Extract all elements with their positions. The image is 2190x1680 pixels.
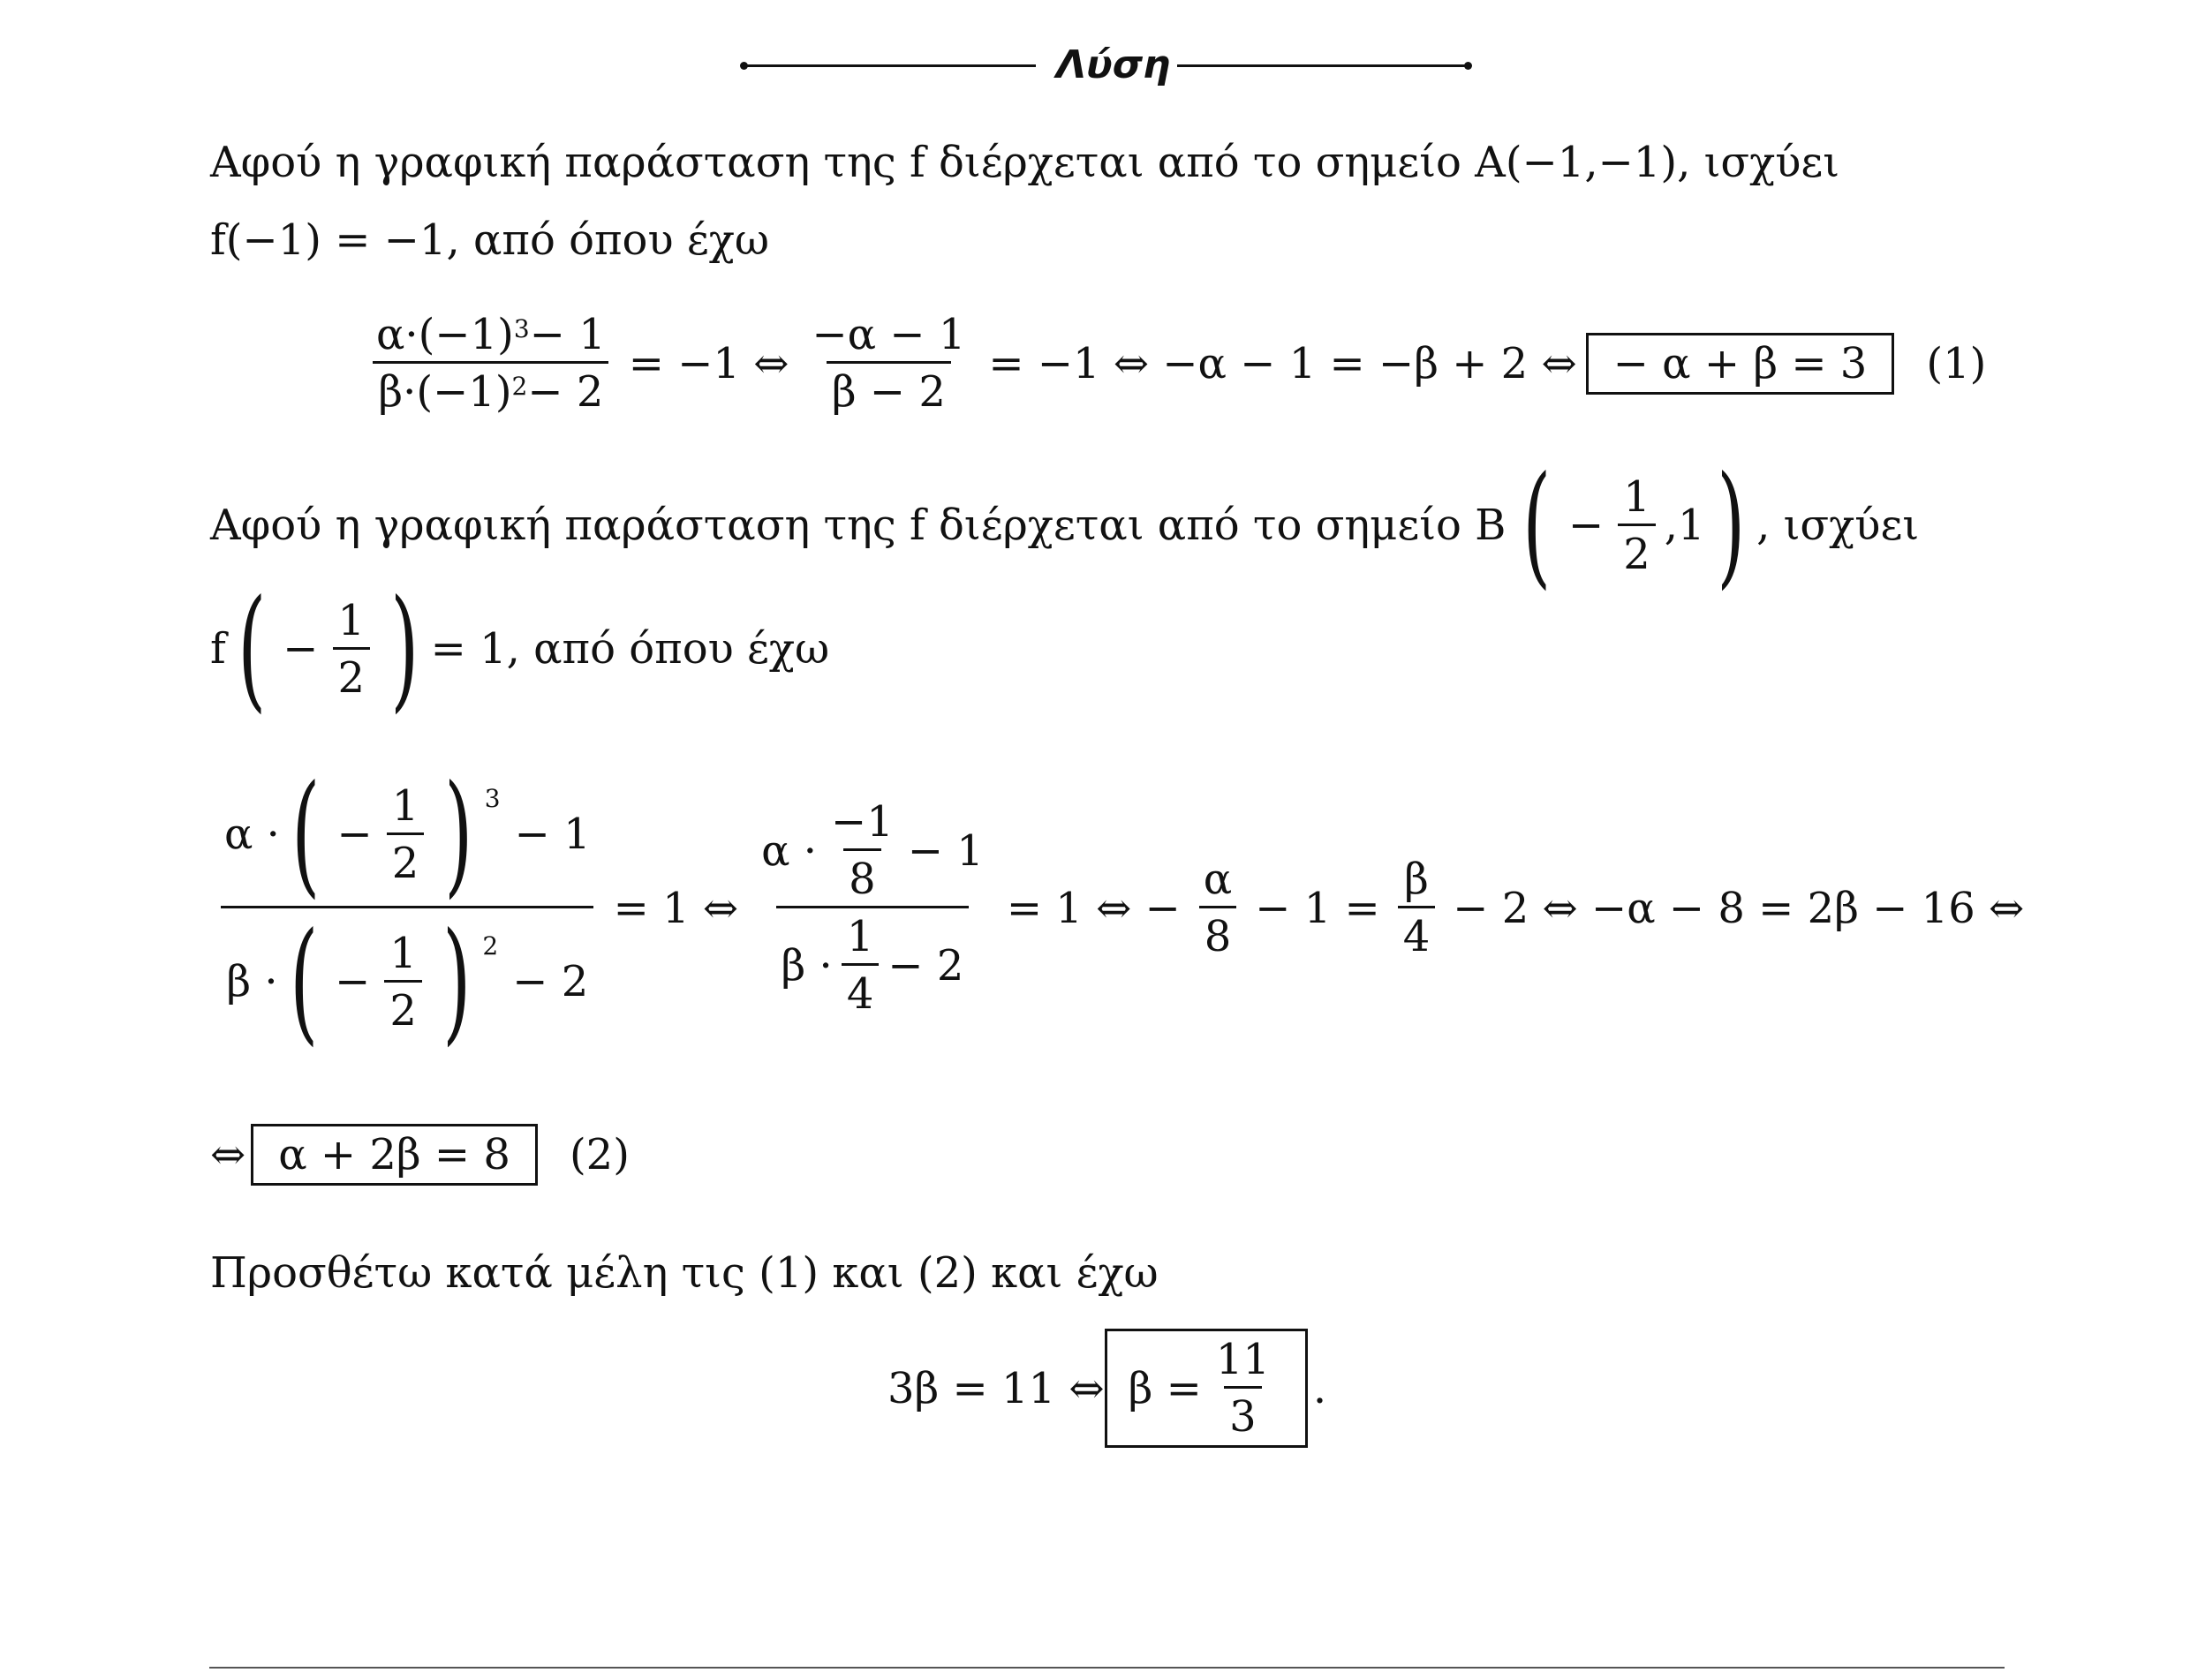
frac1-den-exponent: 2 [511,372,528,401]
f-argument-denominator: 2 [333,647,371,699]
middle-inner-den: 8 [843,848,881,900]
frac2-numerator: −α − 1 [812,310,966,359]
boxed-result-2: α + 2β = 8 [251,1124,538,1186]
f-argument-numerator: 1 [337,595,366,645]
paragraph-2 [210,448,1920,602]
equals-equiv-b: = −1 ⇔ −α − 1 = −β + 2 ⇔ [988,338,1577,388]
paragraph-2-continuation-rest: = 1, από όπου έχω [430,624,830,674]
f-argument-sign: − [283,624,319,674]
point-b-denominator: 2 [1618,524,1656,576]
paragraph-3: Προσθέτω κατά μέλη τις (1) και (2) και έχω [210,1248,1159,1298]
numerator-inner-den: 2 [387,832,425,885]
equation-3 [210,1124,630,1186]
equals-equiv-d: = 1 ⇔ − [1006,883,1181,933]
page-title: Λύση [1056,42,1171,87]
point-b-fraction [1618,471,1656,579]
denominator-paren: ( − $\frac{1}{2}$ ) [289,905,472,1058]
point-b-numerator: 1 [1623,471,1650,522]
numerator-sign: − [336,810,373,859]
f-of-minus-one: f(−1) = −1 [210,215,447,265]
numerator-exponent: 3 [484,784,501,813]
equation-2 [210,757,2033,1058]
numerator-paren: ( − $\frac{1}{2}$ ) [291,757,473,911]
denominator-exponent: 2 [482,931,499,961]
denominator-beta: β · [226,957,278,1006]
point-b-sign: − [1567,501,1605,550]
final-period: . [1312,1363,1327,1413]
equals-equiv-a: = −1 ⇔ [628,338,789,388]
f-argument-fraction [333,595,371,703]
final-denominator: 3 [1224,1386,1262,1438]
numerator-tail: − 1 [514,810,591,859]
paragraph-1: Αφού η γραφική παράσταση της f διέρχεται από το σημείο A(−1,−1), ισχύει [210,138,1840,187]
middle-den-tail: − 2 [887,940,964,991]
footer-rule [209,1667,2005,1669]
middle-den-den: 4 [842,963,880,1015]
boxed-result-final [1105,1329,1308,1448]
f-argument: ( − $\frac{1}{2}$ ) [237,572,419,726]
fraction-2 [806,310,970,417]
middle-beta: β · [781,940,833,991]
header-left-rule [744,64,1036,67]
beta-numerator: β [1404,855,1429,904]
from-where-text: , από όπου έχω [446,215,769,265]
equation-1 [362,310,1995,417]
equation-2-tail: − 2 ⇔ −α − 8 = 2β − 16 ⇔ [1453,883,2025,933]
equation-label-1: (1) [1926,338,1987,388]
boxed-result-1: − α + β = 3 [1586,333,1895,395]
beta-over-4 [1398,855,1436,961]
middle-alpha: α · [761,825,818,876]
equiv-prefix: ⇔ [210,1130,246,1179]
middle-inner-num: −1 [831,797,894,847]
frac2-denominator: β − 2 [827,361,951,413]
alpha-denominator: 8 [1199,906,1237,958]
point-b-tail: ,1 [1664,501,1705,550]
frac1-denominator: β·(−1) [378,367,512,417]
minus-one-equals: − 1 = [1255,883,1380,933]
alpha-over-8 [1198,855,1237,961]
equals-equiv-c: = 1 ⇔ [613,883,739,933]
equation-label-2: (2) [569,1130,630,1179]
frac1-numerator: α·(−1) [376,310,514,359]
final-numerator: 11 [1215,1335,1270,1384]
header-right-dot [1464,62,1472,70]
paragraph-2-rest: , ισχύει [1756,501,1920,550]
frac1-num-exponent: 3 [513,314,530,343]
paragraph-1-continuation [210,215,769,265]
three-beta-equals: 3β = 11 ⇔ [887,1363,1105,1413]
big-fraction-middle [756,797,989,1019]
frac1-num-tail: − 1 [529,310,606,359]
denominator-inner-num: 1 [389,928,417,978]
denominator-tail: − 2 [512,957,589,1006]
paragraph-2-text: Αφού η γραφική παράσταση της f διέρχεται από το σημείο B [210,501,1507,550]
denominator-inner-den: 2 [384,980,422,1032]
final-fraction [1211,1335,1275,1442]
equation-4 [887,1329,1326,1448]
paragraph-2-continuation [210,572,830,726]
beta-denominator: 4 [1398,906,1436,958]
function-f: f [210,624,226,674]
fraction-1 [371,310,611,417]
frac1-den-tail: − 2 [527,367,604,417]
beta-equals: β = [1128,1363,1202,1413]
numerator-inner-num: 1 [391,780,419,831]
alpha-numerator: α [1203,855,1233,904]
point-b-coordinates: ( − $\frac{1}{2}$ ,1 ) [1522,448,1745,602]
big-fraction-left [219,757,596,1058]
denominator-sign: − [335,957,371,1006]
middle-den-num: 1 [846,912,874,961]
header-right-rule [1177,64,1469,67]
middle-tail: − 1 [907,825,984,876]
numerator-alpha: α · [224,810,280,859]
